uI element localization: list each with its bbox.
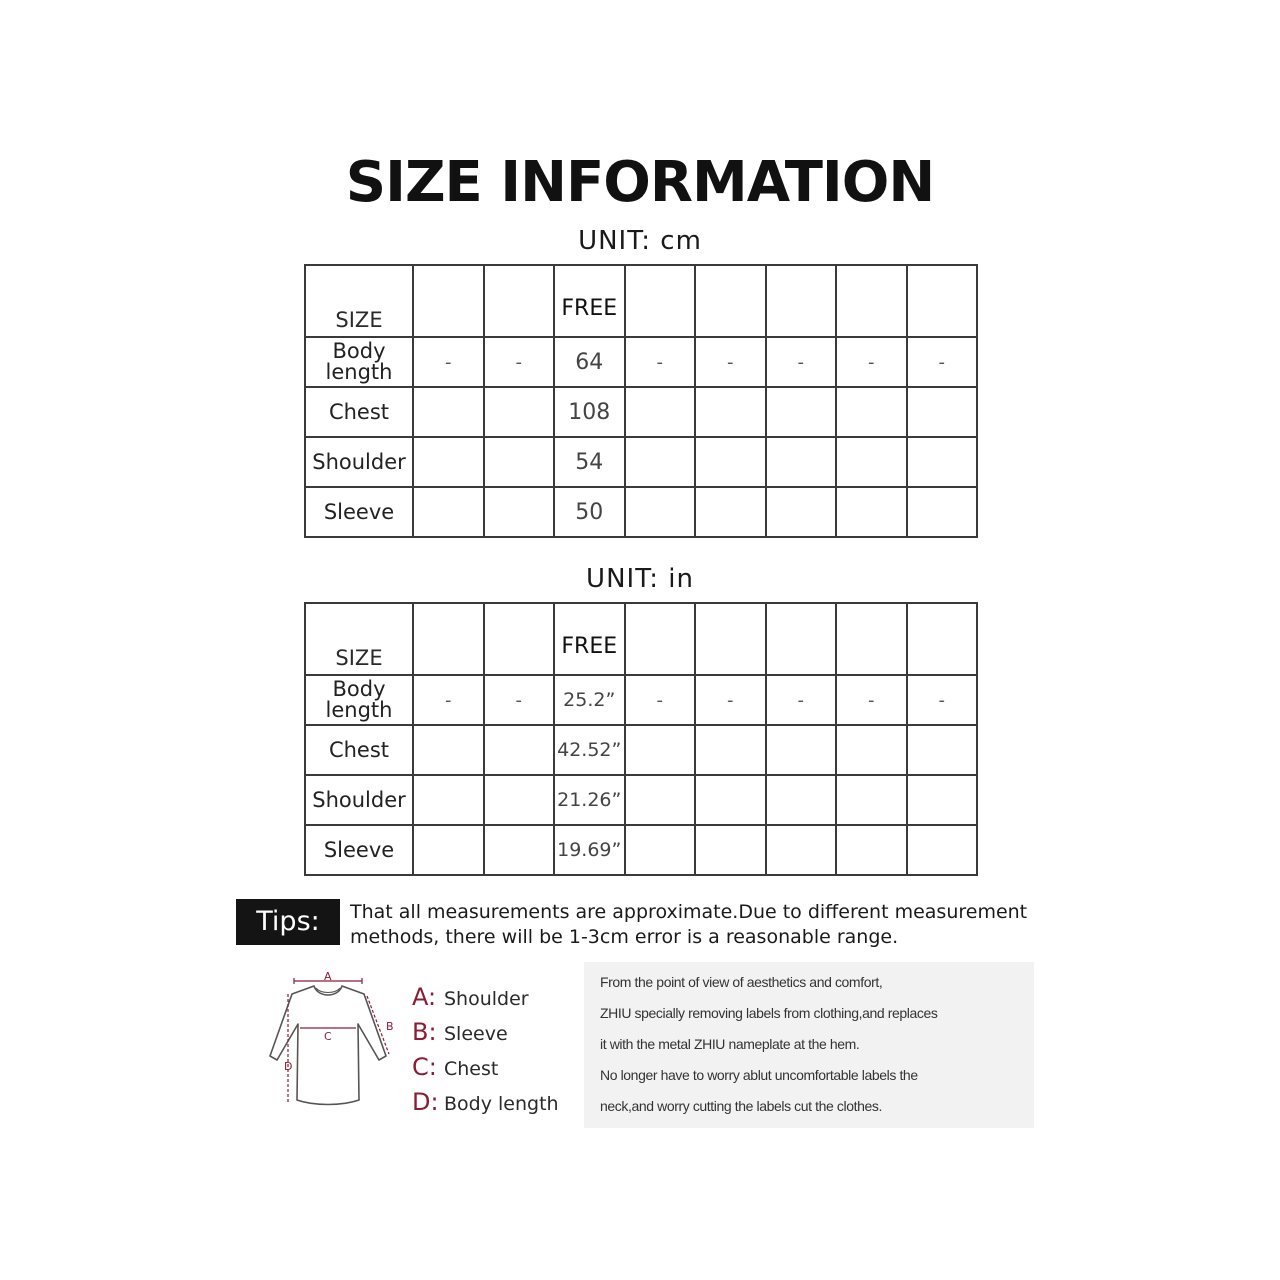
empty-dash-cell: - xyxy=(907,337,978,387)
empty-cell xyxy=(907,487,978,537)
legend-letter: D: xyxy=(412,1088,439,1116)
row-label-sleeve: Sleeve xyxy=(305,825,413,875)
note-line: neck,and worry cutting the labels cut the clothes. xyxy=(600,1098,882,1114)
empty-cell xyxy=(413,265,484,337)
row-label-chest: Chest xyxy=(305,725,413,775)
empty-cell xyxy=(625,825,696,875)
empty-cell xyxy=(413,387,484,437)
empty-cell xyxy=(766,487,837,537)
value-sleeve: 50 xyxy=(554,487,625,537)
note-line: ZHIU specially removing labels from clothing,and replaces xyxy=(600,1005,938,1021)
empty-cell xyxy=(907,603,978,675)
empty-cell xyxy=(766,775,837,825)
empty-cell xyxy=(907,775,978,825)
table-row xyxy=(305,675,977,725)
empty-cell xyxy=(484,775,555,825)
row-label-shoulder: Shoulder xyxy=(305,437,413,487)
legend-letter: C: xyxy=(412,1053,437,1081)
marker-d: D xyxy=(284,1060,293,1073)
empty-dash-cell: - xyxy=(625,675,696,725)
value-chest: 108 xyxy=(554,387,625,437)
empty-cell xyxy=(695,603,766,675)
empty-cell xyxy=(625,725,696,775)
unit-label-cm: UNIT: cm xyxy=(578,226,702,256)
row-label-line: length xyxy=(325,360,393,384)
legend-label: Body length xyxy=(444,1093,559,1115)
value-body-length: 25.2” xyxy=(554,675,625,725)
value-shoulder: 54 xyxy=(554,437,625,487)
legend-letter: B: xyxy=(412,1018,437,1046)
legend-label: Shoulder xyxy=(444,988,529,1010)
row-label-chest: Chest xyxy=(305,387,413,437)
empty-cell xyxy=(695,387,766,437)
note-line: it with the metal ZHIU nameplate at the hem. xyxy=(600,1036,860,1052)
value-body-length: 64 xyxy=(554,337,625,387)
empty-cell xyxy=(413,487,484,537)
empty-cell xyxy=(836,487,907,537)
empty-dash-cell: - xyxy=(766,675,837,725)
legend-item xyxy=(412,980,582,1015)
empty-dash-cell: - xyxy=(625,337,696,387)
empty-cell xyxy=(484,265,555,337)
size-table-cm xyxy=(304,264,978,538)
unit-label-in: UNIT: in xyxy=(586,564,694,594)
empty-cell xyxy=(695,487,766,537)
size-header-label: SIZE xyxy=(305,265,413,337)
empty-cell xyxy=(907,725,978,775)
empty-cell xyxy=(413,725,484,775)
empty-cell xyxy=(484,825,555,875)
empty-cell xyxy=(766,725,837,775)
table-row xyxy=(305,337,977,387)
value-shoulder: 21.26” xyxy=(554,775,625,825)
note-line: No longer have to worry ablut uncomfortable labels the xyxy=(600,1067,918,1083)
empty-cell xyxy=(625,775,696,825)
empty-cell xyxy=(766,265,837,337)
empty-cell xyxy=(836,437,907,487)
empty-cell xyxy=(766,437,837,487)
legend-item xyxy=(412,1015,582,1050)
empty-cell xyxy=(836,725,907,775)
row-label-sleeve: Sleeve xyxy=(305,487,413,537)
empty-cell xyxy=(907,825,978,875)
empty-cell xyxy=(413,825,484,875)
empty-cell xyxy=(484,437,555,487)
empty-cell xyxy=(413,437,484,487)
empty-cell xyxy=(625,265,696,337)
empty-cell xyxy=(766,387,837,437)
empty-dash-cell: - xyxy=(907,675,978,725)
legend-letter: A: xyxy=(412,983,437,1011)
empty-cell xyxy=(836,775,907,825)
empty-dash-cell: - xyxy=(484,337,555,387)
empty-cell xyxy=(625,437,696,487)
empty-cell xyxy=(695,775,766,825)
value-sleeve: 19.69” xyxy=(554,825,625,875)
size-header-label: SIZE xyxy=(305,603,413,675)
empty-cell xyxy=(484,387,555,437)
empty-cell xyxy=(836,603,907,675)
empty-cell xyxy=(766,825,837,875)
empty-cell xyxy=(695,265,766,337)
value-chest: 42.52” xyxy=(554,725,625,775)
empty-cell xyxy=(413,603,484,675)
row-label-line: Body xyxy=(332,677,386,701)
empty-cell xyxy=(625,487,696,537)
legend-item xyxy=(412,1050,582,1085)
empty-dash-cell: - xyxy=(413,337,484,387)
empty-dash-cell: - xyxy=(836,675,907,725)
empty-cell xyxy=(695,725,766,775)
empty-cell xyxy=(766,603,837,675)
row-label-body-length xyxy=(305,675,413,725)
marker-c: C xyxy=(324,1030,332,1043)
legend-item xyxy=(412,1085,582,1120)
tips-badge: Tips: xyxy=(236,899,340,945)
size-table-in xyxy=(304,602,978,876)
label-note-box xyxy=(584,962,1034,1128)
size-free-header: FREE xyxy=(554,265,625,337)
empty-cell xyxy=(836,265,907,337)
table-row xyxy=(305,437,977,487)
marker-a: A xyxy=(324,972,332,983)
page-title: SIZE INFORMATION xyxy=(345,150,935,215)
empty-dash-cell: - xyxy=(836,337,907,387)
row-label-shoulder: Shoulder xyxy=(305,775,413,825)
marker-b: B xyxy=(386,1020,394,1033)
row-label-line: length xyxy=(325,698,393,722)
tips-text xyxy=(350,900,1050,950)
table-header-row xyxy=(305,603,977,675)
empty-cell xyxy=(625,603,696,675)
empty-cell xyxy=(695,437,766,487)
empty-dash-cell: - xyxy=(413,675,484,725)
note-line: From the point of view of aesthetics and comfort, xyxy=(600,974,883,990)
table-header-row xyxy=(305,265,977,337)
empty-cell xyxy=(484,487,555,537)
tips-line: methods, there will be 1-3cm error is a reasonable range. xyxy=(350,926,899,948)
garment-measurement-icon xyxy=(258,972,398,1112)
empty-cell xyxy=(907,437,978,487)
empty-cell xyxy=(625,387,696,437)
empty-cell xyxy=(907,387,978,437)
table-row xyxy=(305,825,977,875)
empty-dash-cell: - xyxy=(766,337,837,387)
empty-cell xyxy=(484,603,555,675)
size-free-header: FREE xyxy=(554,603,625,675)
table-row xyxy=(305,387,977,437)
table-row xyxy=(305,725,977,775)
empty-dash-cell: - xyxy=(695,337,766,387)
empty-cell xyxy=(484,725,555,775)
empty-dash-cell: - xyxy=(695,675,766,725)
row-label-body-length xyxy=(305,337,413,387)
measurement-legend xyxy=(412,980,582,1120)
table-row xyxy=(305,487,977,537)
row-label-line: Body xyxy=(332,339,386,363)
empty-cell xyxy=(907,265,978,337)
empty-cell xyxy=(836,825,907,875)
empty-dash-cell: - xyxy=(484,675,555,725)
legend-label: Sleeve xyxy=(444,1023,508,1045)
table-row xyxy=(305,775,977,825)
empty-cell xyxy=(413,775,484,825)
tips-line: That all measurements are approximate.Due to different measurement xyxy=(350,901,1028,923)
empty-cell xyxy=(836,387,907,437)
legend-label: Chest xyxy=(444,1058,499,1080)
empty-cell xyxy=(695,825,766,875)
